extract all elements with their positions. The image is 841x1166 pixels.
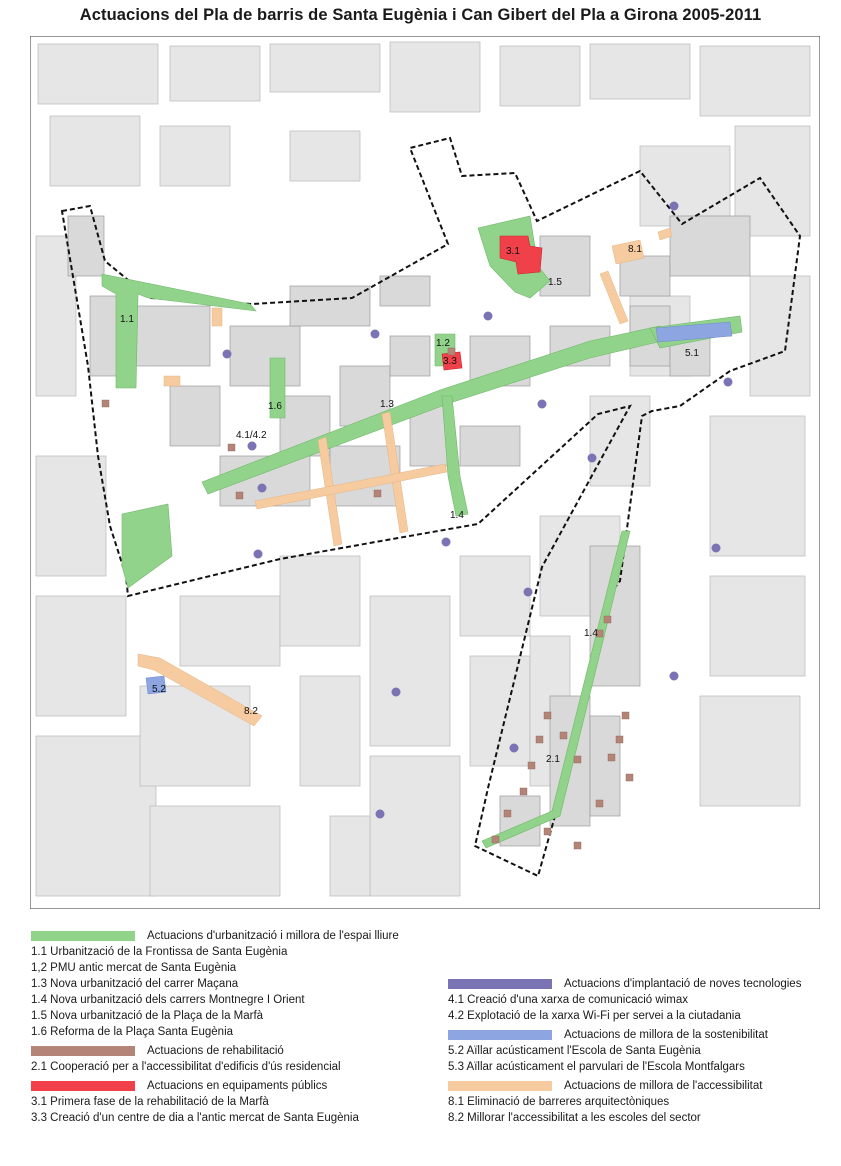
legend-title: Actuacions d'urbanització i millora de l'espai lliure (147, 930, 399, 942)
legend-item: 4.1 Creació d'una xarxa de comunicació wimax (448, 994, 688, 1006)
legend-item: 1.1 Urbanització de la Frontissa de Santa Eugènia (31, 946, 288, 958)
label-1-1: 1.1 (120, 314, 134, 325)
legend-item: 1.3 Nova urbanització del carrer Maçana (31, 978, 239, 990)
label-4-1-4-2: 4.1/4.2 (236, 430, 267, 441)
legend-group-brown (31, 1043, 431, 1075)
label-5-1: 5.1 (685, 348, 699, 359)
label-1-4-south: 1.4 (584, 628, 598, 639)
swatch-red (31, 1081, 135, 1091)
label-3-3: 3.3 (443, 356, 457, 367)
legend-item: 5.2 Aïllar acústicament l'Escola de Santa Eugènia (448, 1045, 701, 1057)
legend-item: 8.2 Millorar l'accessibilitat a les escoles del sector (448, 1112, 701, 1124)
swatch-brown (31, 1046, 135, 1056)
legend-item: 5.3 Aïllar acústicament el parvulari de l'Escola Montfalgars (448, 1061, 745, 1073)
legend-group-purple (448, 976, 828, 1024)
swatch-green (31, 931, 135, 941)
legend-item: 4.2 Explotació de la xarxa Wi-Fi per servei a la ciutadania (448, 1010, 741, 1022)
legend-title: Actuacions en equipaments públics (147, 1080, 328, 1092)
legend-item: 1.6 Reforma de la Plaça Santa Eugènia (31, 1026, 234, 1038)
swatch-blue (448, 1030, 552, 1040)
swatch-purple (448, 979, 552, 989)
legend-right (448, 976, 828, 1129)
legend-item: 1,2 PMU antic mercat de Santa Eugènia (31, 962, 237, 974)
legend-item: 3.1 Primera fase de la rehabilitació de la Marfà (31, 1096, 269, 1108)
label-3-1: 3.1 (506, 246, 520, 257)
legend-group-orange (448, 1078, 828, 1126)
label-1-6: 1.6 (268, 401, 282, 412)
legend-item: 2.1 Cooperació per a l'accessibilitat d'edificis d'ús residencial (31, 1061, 341, 1073)
legend-title: Actuacions de millora de l'accessibilitat (564, 1080, 763, 1092)
legend-item: 8.1 Eliminació de barreres arquitectòniques (448, 1096, 670, 1108)
legend-item: 3.3 Creació d'un centre de dia a l'antic mercat de Santa Eugènia (31, 1112, 359, 1124)
legend-group-blue (448, 1027, 828, 1075)
label-1-4-north: 1.4 (450, 510, 464, 521)
map-title: Actuacions del Pla de barris de Santa Eugènia i Can Gibert del Pla a Girona 2005-2011 (79, 6, 762, 24)
label-1-5: 1.5 (548, 277, 562, 288)
label-2-1: 2.1 (546, 754, 560, 765)
label-1-2: 1.2 (436, 338, 450, 349)
label-8-2: 8.2 (244, 706, 258, 717)
legend-item: 1.5 Nova urbanització de la Plaça de la Marfà (31, 1010, 264, 1022)
legend-left (31, 928, 431, 1129)
legend-item: 1.4 Nova urbanització dels carrers Montnegre I Orient (31, 994, 305, 1006)
legend-group-green (31, 928, 431, 1040)
swatch-orange (448, 1081, 552, 1091)
label-8-1: 8.1 (628, 244, 642, 255)
neighbourhood-map (30, 36, 820, 909)
legend-group-red (31, 1078, 431, 1126)
legend-title: Actuacions de millora de la sostenibilitat (564, 1029, 768, 1041)
legend-title: Actuacions d'implantació de noves tecnologies (564, 978, 802, 990)
legend-title: Actuacions de rehabilitació (147, 1045, 284, 1057)
label-5-2: 5.2 (152, 684, 166, 695)
label-1-3: 1.3 (380, 399, 394, 410)
